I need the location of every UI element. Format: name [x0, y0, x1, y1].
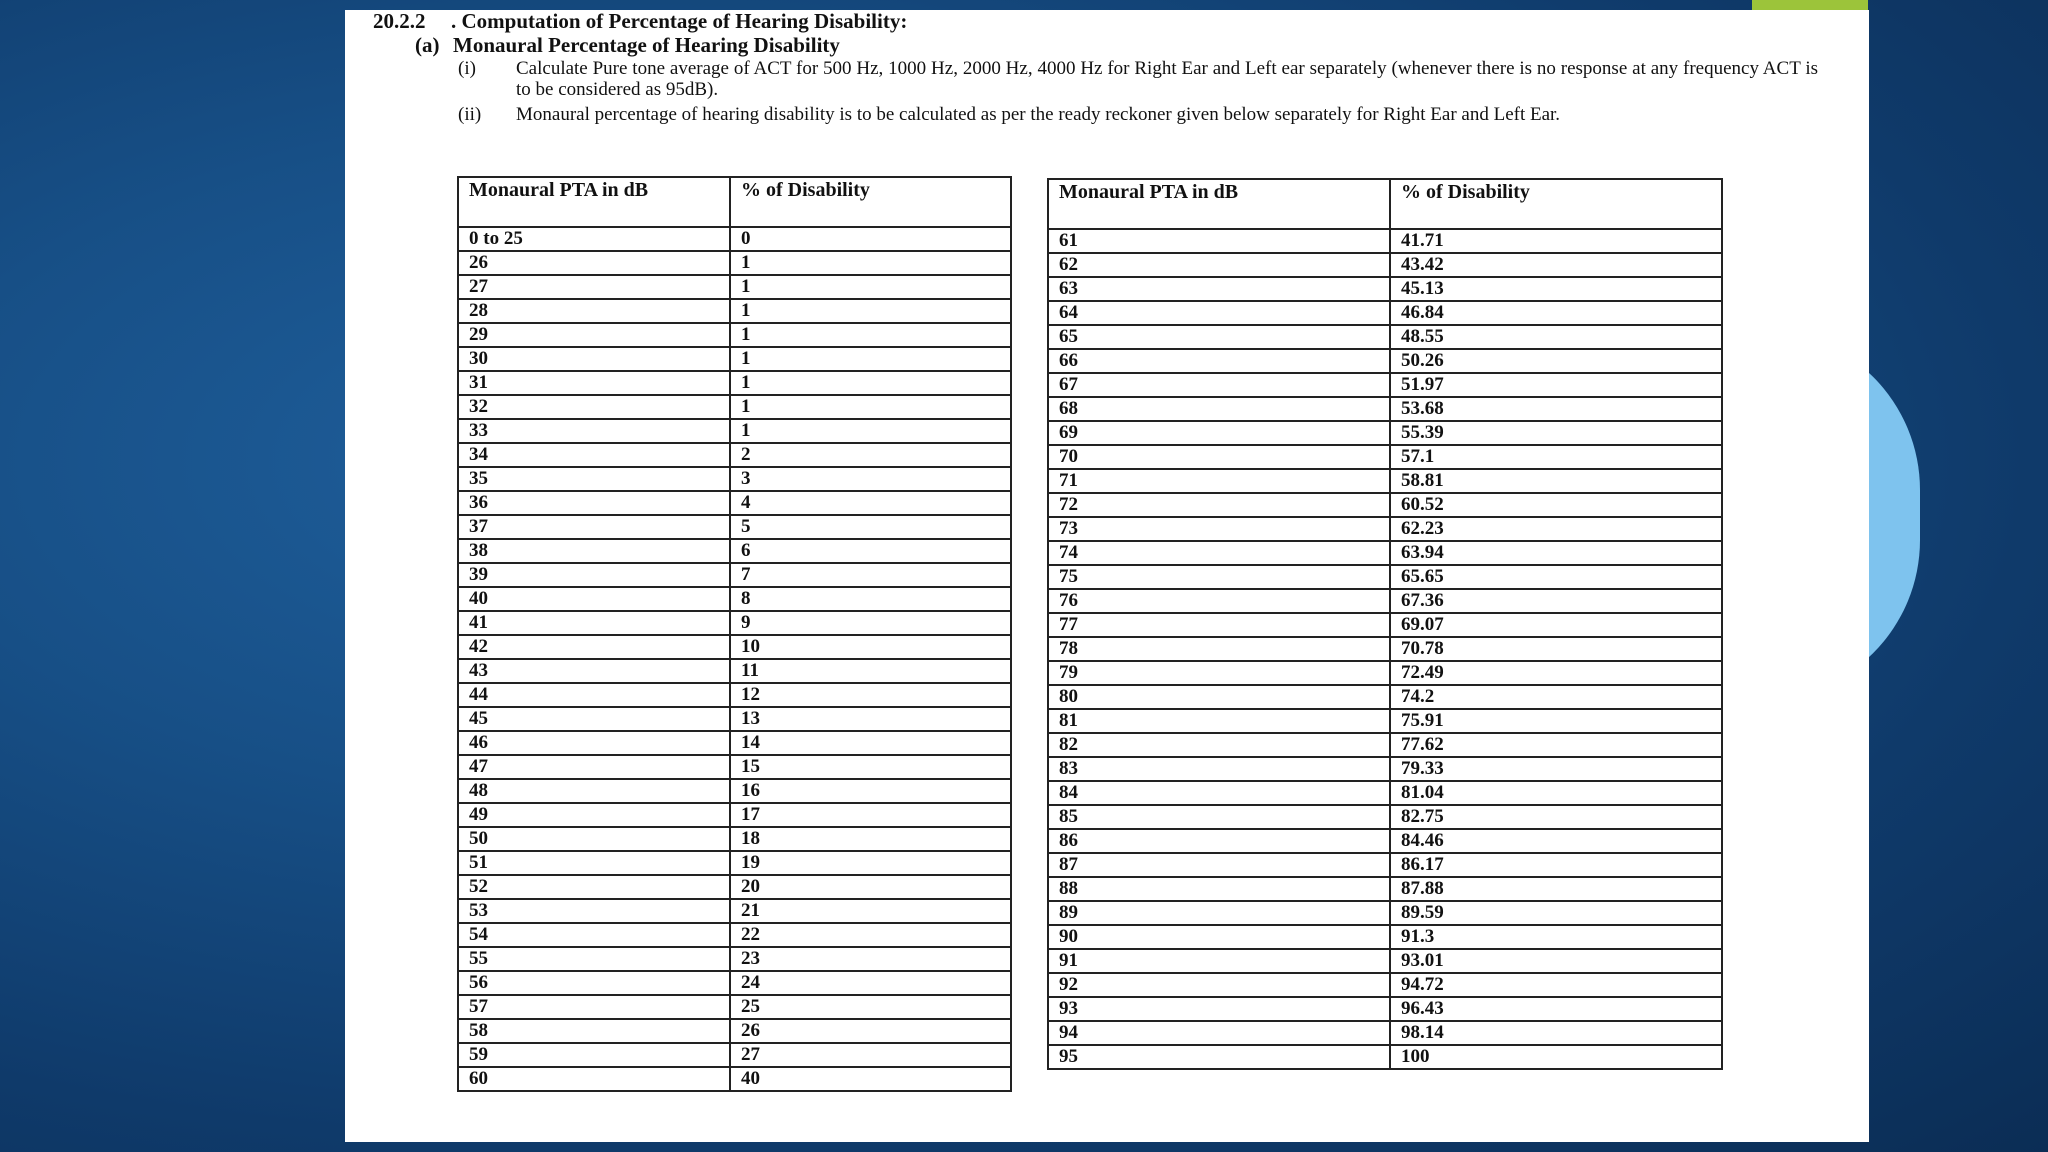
disability-cell: 16 [730, 779, 1011, 803]
disability-cell: 96.43 [1390, 997, 1722, 1021]
disability-cell: 14 [730, 731, 1011, 755]
disability-cell: 65.65 [1390, 565, 1722, 589]
column-header-disability: % of Disability [1390, 179, 1722, 229]
table-row [458, 803, 1011, 827]
disability-cell: 63.94 [1390, 541, 1722, 565]
table-row [458, 275, 1011, 299]
table-row [1048, 901, 1722, 925]
pta-cell: 40 [458, 587, 730, 611]
item-2-numeral: (ii) [458, 104, 482, 125]
table-row [1048, 805, 1722, 829]
pta-cell: 62 [1048, 253, 1390, 277]
disability-cell: 48.55 [1390, 325, 1722, 349]
disability-cell: 22 [730, 923, 1011, 947]
disability-cell: 18 [730, 827, 1011, 851]
table-row [1048, 493, 1722, 517]
disability-cell: 1 [730, 323, 1011, 347]
pta-cell: 77 [1048, 613, 1390, 637]
disability-cell: 45.13 [1390, 277, 1722, 301]
pta-cell: 44 [458, 683, 730, 707]
disability-cell: 84.46 [1390, 829, 1722, 853]
table-row [1048, 1045, 1722, 1069]
disability-cell: 77.62 [1390, 733, 1722, 757]
table-row [1048, 853, 1722, 877]
accent-bar [1752, 0, 1868, 10]
table-row [458, 395, 1011, 419]
pta-cell: 82 [1048, 733, 1390, 757]
reckoner-table-left [457, 176, 1012, 1092]
pta-cell: 65 [1048, 325, 1390, 349]
table-row [458, 1043, 1011, 1067]
disability-cell: 1 [730, 347, 1011, 371]
disability-cell: 9 [730, 611, 1011, 635]
pta-cell: 57 [458, 995, 730, 1019]
disability-cell: 12 [730, 683, 1011, 707]
table-row [458, 971, 1011, 995]
pta-cell: 61 [1048, 229, 1390, 253]
disability-cell: 19 [730, 851, 1011, 875]
column-header-pta: Monaural PTA in dB [1048, 179, 1390, 229]
pta-cell: 87 [1048, 853, 1390, 877]
disability-cell: 86.17 [1390, 853, 1722, 877]
table-row [458, 827, 1011, 851]
table-row [1048, 829, 1722, 853]
pta-cell: 28 [458, 299, 730, 323]
table-row [458, 323, 1011, 347]
table-row [1048, 637, 1722, 661]
table-row [1048, 325, 1722, 349]
disability-cell: 93.01 [1390, 949, 1722, 973]
disability-cell: 4 [730, 491, 1011, 515]
table-row [458, 995, 1011, 1019]
disability-cell: 74.2 [1390, 685, 1722, 709]
disability-cell: 6 [730, 539, 1011, 563]
table-row [458, 755, 1011, 779]
pta-cell: 42 [458, 635, 730, 659]
disability-cell: 1 [730, 395, 1011, 419]
disability-cell: 1 [730, 371, 1011, 395]
pta-cell: 94 [1048, 1021, 1390, 1045]
table-row [458, 851, 1011, 875]
table-row [1048, 1021, 1722, 1045]
disability-cell: 69.07 [1390, 613, 1722, 637]
pta-cell: 36 [458, 491, 730, 515]
subsection-heading [415, 34, 840, 56]
pta-cell: 63 [1048, 277, 1390, 301]
disability-cell: 43.42 [1390, 253, 1722, 277]
table-row [458, 347, 1011, 371]
pta-cell: 54 [458, 923, 730, 947]
table-row [458, 515, 1011, 539]
pta-cell: 72 [1048, 493, 1390, 517]
table-row [1048, 877, 1722, 901]
disability-cell: 20 [730, 875, 1011, 899]
table-row [1048, 517, 1722, 541]
pta-cell: 91 [1048, 949, 1390, 973]
table-row [1048, 589, 1722, 613]
disability-cell: 1 [730, 275, 1011, 299]
table-row [458, 683, 1011, 707]
table-row [458, 227, 1011, 251]
pta-cell: 55 [458, 947, 730, 971]
pta-cell: 64 [1048, 301, 1390, 325]
table-row [1048, 949, 1722, 973]
pta-cell: 47 [458, 755, 730, 779]
pta-cell: 95 [1048, 1045, 1390, 1069]
table-row [1048, 997, 1722, 1021]
pta-cell: 75 [1048, 565, 1390, 589]
pta-cell: 43 [458, 659, 730, 683]
disability-cell: 100 [1390, 1045, 1722, 1069]
pta-cell: 39 [458, 563, 730, 587]
pta-cell: 46 [458, 731, 730, 755]
disability-cell: 72.49 [1390, 661, 1722, 685]
instruction-item-2 [458, 104, 1818, 125]
disability-cell: 57.1 [1390, 445, 1722, 469]
pta-cell: 30 [458, 347, 730, 371]
table-row [1048, 421, 1722, 445]
disability-cell: 41.71 [1390, 229, 1722, 253]
pta-cell: 37 [458, 515, 730, 539]
table-row [1048, 253, 1722, 277]
pta-cell: 93 [1048, 997, 1390, 1021]
section-heading [373, 10, 907, 32]
pta-cell: 74 [1048, 541, 1390, 565]
disability-cell: 55.39 [1390, 421, 1722, 445]
table-row [458, 731, 1011, 755]
table-row [458, 251, 1011, 275]
table-row [1048, 541, 1722, 565]
pta-cell: 78 [1048, 637, 1390, 661]
pta-cell: 49 [458, 803, 730, 827]
table-row [1048, 613, 1722, 637]
table-row [458, 611, 1011, 635]
disability-cell: 58.81 [1390, 469, 1722, 493]
pta-cell: 84 [1048, 781, 1390, 805]
pta-cell: 80 [1048, 685, 1390, 709]
pta-cell: 27 [458, 275, 730, 299]
table-row [1048, 685, 1722, 709]
table-row [458, 635, 1011, 659]
disability-cell: 81.04 [1390, 781, 1722, 805]
table-row [1048, 925, 1722, 949]
table-header-row [458, 177, 1011, 227]
pta-cell: 68 [1048, 397, 1390, 421]
table-row [1048, 661, 1722, 685]
table-row [1048, 349, 1722, 373]
table-row [458, 899, 1011, 923]
pta-cell: 71 [1048, 469, 1390, 493]
disability-cell: 2 [730, 443, 1011, 467]
section-title: . Computation of Percentage of Hearing Disability: [451, 9, 908, 33]
table-row [1048, 229, 1722, 253]
table-row [458, 587, 1011, 611]
table-row [458, 1067, 1011, 1091]
pta-cell: 92 [1048, 973, 1390, 997]
pta-cell: 52 [458, 875, 730, 899]
pta-cell: 89 [1048, 901, 1390, 925]
disability-cell: 26 [730, 1019, 1011, 1043]
disability-cell: 46.84 [1390, 301, 1722, 325]
table-row [1048, 397, 1722, 421]
table-row [1048, 373, 1722, 397]
table-row [1048, 733, 1722, 757]
table-row [458, 443, 1011, 467]
disability-cell: 91.3 [1390, 925, 1722, 949]
disability-cell: 40 [730, 1067, 1011, 1091]
disability-cell: 1 [730, 299, 1011, 323]
disability-cell: 89.59 [1390, 901, 1722, 925]
document-page [345, 10, 1869, 1142]
pta-cell: 56 [458, 971, 730, 995]
table-row [458, 659, 1011, 683]
table-row [458, 923, 1011, 947]
table-row [1048, 277, 1722, 301]
disability-cell: 60.52 [1390, 493, 1722, 517]
table-row [458, 563, 1011, 587]
pta-cell: 35 [458, 467, 730, 491]
table-row [1048, 445, 1722, 469]
table-row [458, 539, 1011, 563]
pta-cell: 86 [1048, 829, 1390, 853]
disability-cell: 10 [730, 635, 1011, 659]
table-header-row [1048, 179, 1722, 229]
pta-cell: 88 [1048, 877, 1390, 901]
table-row [458, 467, 1011, 491]
pta-cell: 51 [458, 851, 730, 875]
disability-cell: 94.72 [1390, 973, 1722, 997]
pta-cell: 31 [458, 371, 730, 395]
disability-cell: 23 [730, 947, 1011, 971]
pta-cell: 70 [1048, 445, 1390, 469]
pta-cell: 60 [458, 1067, 730, 1091]
pta-cell: 32 [458, 395, 730, 419]
pta-cell: 83 [1048, 757, 1390, 781]
disability-cell: 53.68 [1390, 397, 1722, 421]
pta-cell: 79 [1048, 661, 1390, 685]
pta-cell: 76 [1048, 589, 1390, 613]
table-row [458, 371, 1011, 395]
table-row [458, 299, 1011, 323]
disability-cell: 5 [730, 515, 1011, 539]
pta-cell: 41 [458, 611, 730, 635]
pta-cell: 33 [458, 419, 730, 443]
table-row [458, 779, 1011, 803]
pta-cell: 26 [458, 251, 730, 275]
table-row [1048, 469, 1722, 493]
instruction-item-1 [458, 58, 1818, 100]
pta-cell: 81 [1048, 709, 1390, 733]
pta-cell: 48 [458, 779, 730, 803]
pta-cell: 50 [458, 827, 730, 851]
disability-cell: 51.97 [1390, 373, 1722, 397]
disability-cell: 8 [730, 587, 1011, 611]
disability-cell: 11 [730, 659, 1011, 683]
table-row [458, 707, 1011, 731]
disability-cell: 7 [730, 563, 1011, 587]
table-row [1048, 781, 1722, 805]
disability-cell: 15 [730, 755, 1011, 779]
table-row [458, 1019, 1011, 1043]
disability-cell: 62.23 [1390, 517, 1722, 541]
disability-cell: 75.91 [1390, 709, 1722, 733]
subsection-tag: (a) [415, 33, 440, 57]
disability-cell: 67.36 [1390, 589, 1722, 613]
disability-cell: 27 [730, 1043, 1011, 1067]
column-header-pta: Monaural PTA in dB [458, 177, 730, 227]
pta-cell: 38 [458, 539, 730, 563]
disability-cell: 79.33 [1390, 757, 1722, 781]
disability-cell: 50.26 [1390, 349, 1722, 373]
pta-cell: 66 [1048, 349, 1390, 373]
pta-cell: 69 [1048, 421, 1390, 445]
pta-cell: 0 to 25 [458, 227, 730, 251]
section-number: 20.2.2 [373, 9, 426, 33]
pta-cell: 90 [1048, 925, 1390, 949]
pta-cell: 34 [458, 443, 730, 467]
table-row [458, 419, 1011, 443]
item-2-text: Monaural percentage of hearing disability is to be calculated as per the ready reckoner given below separately for Right Ear and Left Ear. [516, 104, 1561, 125]
table-row [1048, 565, 1722, 589]
table-row [458, 491, 1011, 515]
pta-cell: 58 [458, 1019, 730, 1043]
pta-cell: 29 [458, 323, 730, 347]
pta-cell: 53 [458, 899, 730, 923]
table-row [1048, 973, 1722, 997]
table-row [1048, 301, 1722, 325]
reckoner-table-right [1047, 178, 1723, 1070]
pta-cell: 59 [458, 1043, 730, 1067]
column-header-disability: % of Disability [730, 177, 1011, 227]
disability-cell: 21 [730, 899, 1011, 923]
pta-cell: 85 [1048, 805, 1390, 829]
item-1-text: Calculate Pure tone average of ACT for 500 Hz, 1000 Hz, 2000 Hz, 4000 Hz for Right Ear and Left ear separately (whenever there is no response at any frequency ACT is to be considered as 95dB). [516, 58, 1818, 100]
table-row [1048, 709, 1722, 733]
disability-cell: 82.75 [1390, 805, 1722, 829]
disability-cell: 70.78 [1390, 637, 1722, 661]
pta-cell: 67 [1048, 373, 1390, 397]
disability-cell: 1 [730, 251, 1011, 275]
pta-cell: 45 [458, 707, 730, 731]
disability-cell: 98.14 [1390, 1021, 1722, 1045]
disability-cell: 87.88 [1390, 877, 1722, 901]
disability-cell: 24 [730, 971, 1011, 995]
disability-cell: 17 [730, 803, 1011, 827]
table-row [1048, 757, 1722, 781]
subsection-title: Monaural Percentage of Hearing Disability [453, 33, 840, 57]
disability-cell: 0 [730, 227, 1011, 251]
disability-cell: 13 [730, 707, 1011, 731]
item-1-numeral: (i) [458, 58, 476, 79]
table-row [458, 947, 1011, 971]
disability-cell: 25 [730, 995, 1011, 1019]
disability-cell: 3 [730, 467, 1011, 491]
table-row [458, 875, 1011, 899]
disability-cell: 1 [730, 419, 1011, 443]
pta-cell: 73 [1048, 517, 1390, 541]
